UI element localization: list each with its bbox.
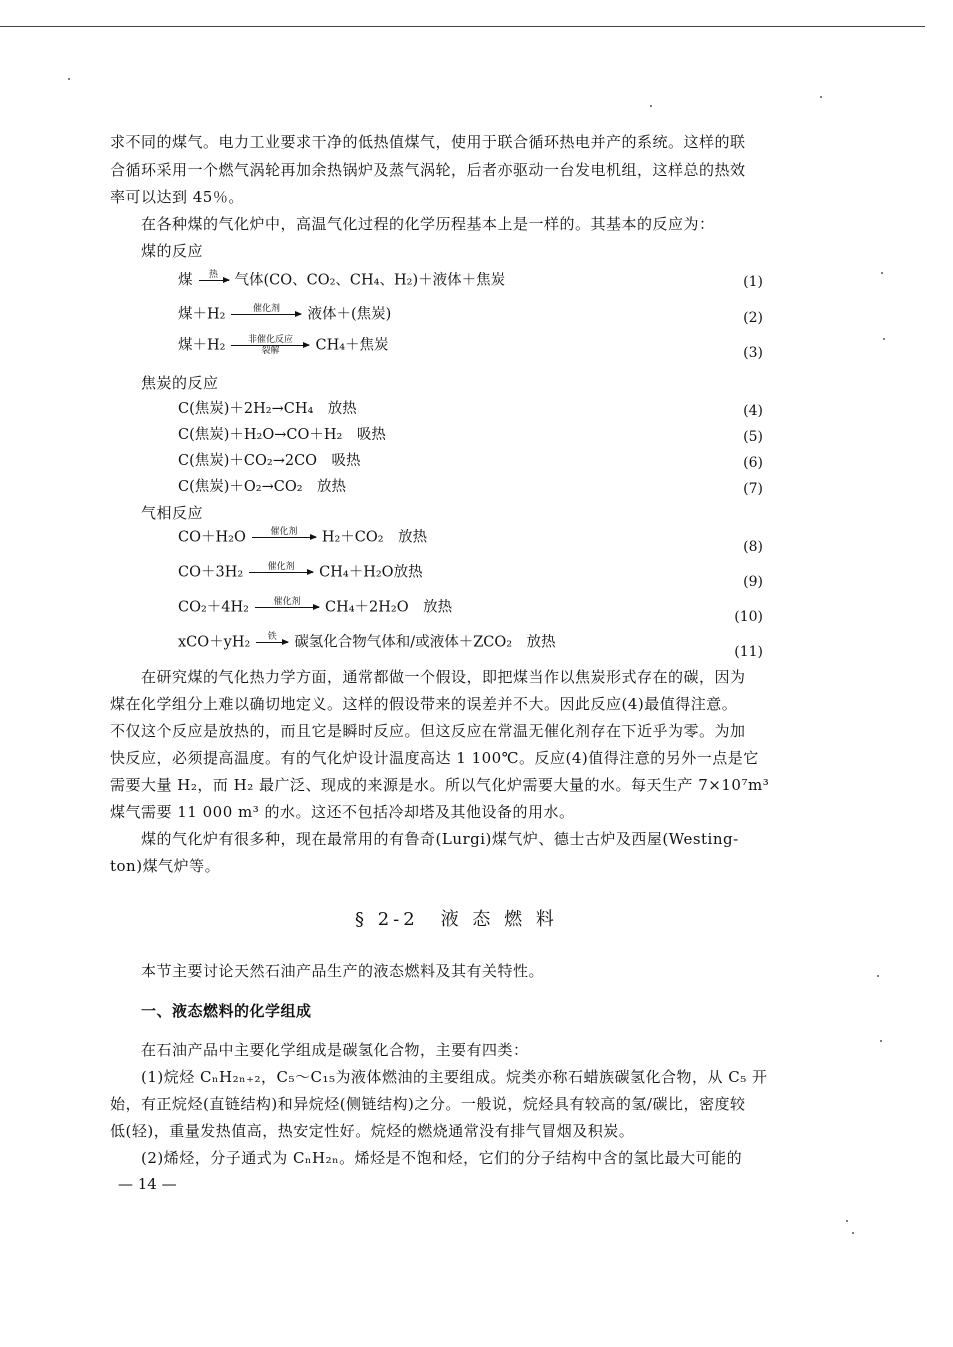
scan-speck bbox=[846, 1220, 848, 1222]
para2: 在各种煤的气化炉中，高温气化过程的化学历程基本上是一样的。其基本的反应为： bbox=[141, 215, 715, 233]
equation-number-8: (8) bbox=[743, 539, 763, 555]
equation-2: 煤＋H₂ 催化剂 液体＋(焦炭) bbox=[178, 304, 392, 323]
scan-speck bbox=[881, 272, 883, 274]
equation-7: C(焦炭)＋O₂→CO₂ 放热 bbox=[178, 479, 347, 495]
equation-4: C(焦炭)＋2H₂→CH₄ 放热 bbox=[178, 401, 357, 417]
para3-line1: 在研究煤的气化热力学方面，通常都做一个假设，即把煤当作以焦炭形式存在的碳，因为 bbox=[141, 668, 746, 686]
scan-speck bbox=[852, 1232, 854, 1234]
equation-9: CO＋3H₂ 催化剂 CH₄＋H₂O放热 bbox=[178, 562, 423, 581]
equation-3: 煤＋H₂ 非催化反应 裂解 CH₄＋焦炭 bbox=[178, 335, 389, 356]
scan-speck bbox=[820, 96, 822, 98]
para1-line2: 合循环采用一个燃气涡轮再加余热锅炉及蒸气涡轮，后者亦驱动一台发电机组，这样总的热效 bbox=[110, 161, 746, 179]
para1-line3: 率可以达到 45％。 bbox=[110, 188, 244, 206]
equation-number-4: (4) bbox=[743, 403, 763, 419]
group-coke-heading: 焦炭的反应 bbox=[141, 374, 219, 392]
para3-line3: 不仅这个反应是放热的，而且它是瞬时反应。但这反应在常温无催化剂存在下近乎为零。为加 bbox=[110, 722, 746, 740]
para3-line4: 快反应，必须提高温度。有的气化炉设计温度高达 1 100℃。反应(4)值得注意的另外一点是它 bbox=[110, 749, 759, 767]
equation-1: 煤 热 气体(CO、CO₂、CH₄、H₂)＋液体＋焦炭 bbox=[178, 270, 506, 289]
scan-speck bbox=[68, 78, 70, 80]
scan-speck bbox=[883, 338, 885, 340]
equation-number-3: (3) bbox=[743, 345, 763, 361]
group-gas-heading: 气相反应 bbox=[141, 504, 204, 522]
para7: (2)烯烃，分子通式为 CₙH₂ₙ。烯烃是不饱和烃，它们的分子结构中含的氢比最大可能的 bbox=[141, 1149, 743, 1167]
para3-line5: 需要大量 H₂，而 H₂ 最广泛、现成的来源是水。所以气化炉需要大量的水。每天生产 7×10⁷m³ bbox=[110, 776, 770, 794]
equation-8: CO＋H₂O 催化剂 H₂＋CO₂ 放热 bbox=[178, 527, 428, 546]
para6-line1: (1)烷烃 CₙH₂ₙ₊₂，C₅～C₁₅为液体燃油的主要组成。烷类亦称石蜡族碳氢化合物，从 C₅ 开 bbox=[141, 1068, 768, 1086]
page-number: — 14 — bbox=[118, 1175, 177, 1193]
para3-line2: 煤在化学组分上难以确切地定义。这样的假设带来的误差并不大。因此反应(4)最值得注意。 bbox=[110, 695, 738, 713]
para4-line2: ton)煤气炉等。 bbox=[110, 857, 221, 875]
equation-6: C(焦炭)＋CO₂→2CO 吸热 bbox=[178, 453, 361, 469]
scan-speck bbox=[650, 105, 652, 107]
equation-number-2: (2) bbox=[743, 310, 763, 326]
equation-11: xCO＋yH₂ 铁 碳氢化合物气体和/或液体＋ZCO₂ 放热 bbox=[178, 632, 556, 651]
para3-line6: 煤气需要 11 000 m³ 的水。这还不包括冷却塔及其他设备的用水。 bbox=[110, 803, 575, 821]
equation-number-9: (9) bbox=[743, 574, 763, 590]
para6-line3: 低(轻)，重量发热值高，热安定性好。烷烃的燃烧通常没有排气冒烟及积炭。 bbox=[110, 1122, 635, 1140]
subheading: 一、液态燃料的化学组成 bbox=[141, 1002, 312, 1020]
top-rule bbox=[0, 26, 925, 27]
para1-line1: 求不同的煤气。电力工业要求干净的低热值煤气，使用于联合循环热电并产的系统。这样的联 bbox=[110, 133, 746, 151]
section-intro: 本节主要讨论天然石油产品生产的液态燃料及其有关特性。 bbox=[141, 962, 545, 980]
scan-speck bbox=[877, 975, 879, 977]
equation-number-11: (11) bbox=[734, 644, 763, 660]
equation-10: CO₂＋4H₂ 催化剂 CH₄＋2H₂O 放热 bbox=[178, 597, 453, 616]
equation-number-10: (10) bbox=[734, 609, 763, 625]
group-coal-heading: 煤的反应 bbox=[141, 242, 204, 260]
equation-number-1: (1) bbox=[743, 274, 763, 290]
para6-line2: 始，有正烷烃(直链结构)和异烷烃(侧链结构)之分。一般说，烷烃具有较高的氢/碳比，密度较 bbox=[110, 1095, 746, 1113]
equation-number-5: (5) bbox=[743, 429, 763, 445]
para5: 在石油产品中主要化学组成是碳氢化合物，主要有四类： bbox=[141, 1041, 529, 1059]
scan-speck bbox=[880, 1040, 882, 1042]
equation-number-6: (6) bbox=[743, 455, 763, 471]
para4-line1: 煤的气化炉有很多种，现在最常用的有鲁奇(Lurgi)煤气炉、德士古炉及西屋(Westing- bbox=[141, 830, 739, 848]
section-title: § 2-2 液 态 燃 料 bbox=[355, 909, 558, 930]
equation-number-7: (7) bbox=[743, 481, 763, 497]
equation-5: C(焦炭)＋H₂O→CO＋H₂ 吸热 bbox=[178, 427, 386, 443]
